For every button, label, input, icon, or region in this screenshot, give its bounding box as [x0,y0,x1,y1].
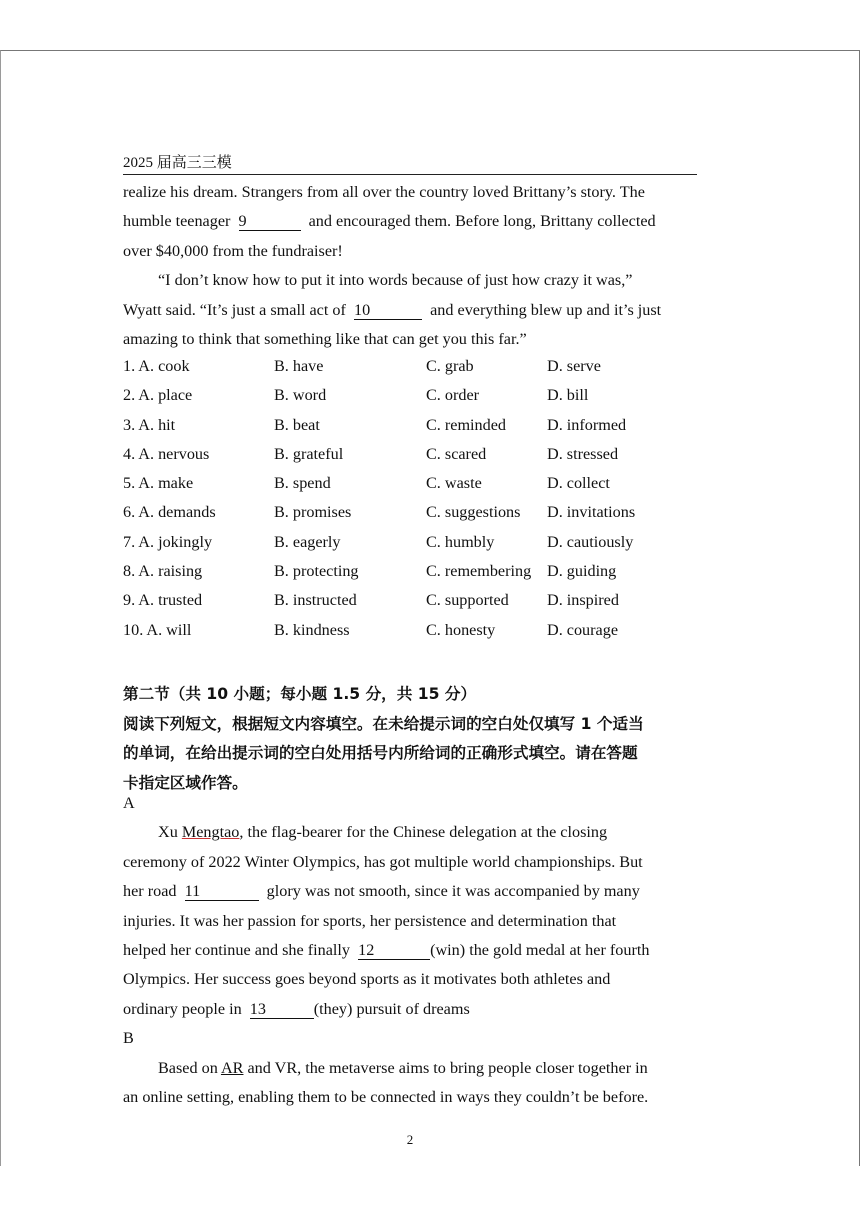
passage-line: an online setting, enabling them to be connected in ways they couldn’t be before. [123,1088,649,1107]
page-header [123,152,697,175]
option-row: 9. A. trusted B. instructed C. supported D. inspired [123,591,619,610]
passage-line: humble teenager 9 and encouraged them. Before long, Brittany collected [123,212,656,231]
blank-12[interactable]: 12 [358,942,430,960]
passage-label: A [123,794,135,812]
option-row: 8. A. raising B. protecting C. remembering D. guiding [123,562,617,581]
instruction-line: 卡指定区域作答。 [123,773,248,792]
instruction-line: 的单词，在给出提示词的空白处用括号内所给词的正确形式填空。请在答题 [123,744,638,762]
passage-line: ordinary people in 13 (they) pursuit of dreams [123,999,470,1018]
option-row: 6. A. demands B. promises C. suggestions D. invitations [123,503,636,522]
passage-ending [123,178,699,354]
section-title: 第二节（共 10 小题；每小题 1.5 分，共 15 分） [123,685,477,703]
section-two-instructions [123,680,703,798]
passage-line: amazing to think that something like that can get you this far.” [123,330,527,349]
name-mengtao: Mengtao [181,823,240,842]
passage-line: Xu Mengtao, the flag-bearer for the Chinese delegation at the closing [158,823,608,842]
option-row: 5. A. make B. spend C. waste D. collect [123,474,610,493]
header-title: 2025 届高三三模 [123,155,232,171]
instruction-line: 阅读下列短文，根据短文内容填空。在未给提示词的空白处仅填写 1 个适当 [123,714,644,733]
term-ar: AR [220,1058,244,1077]
page-number: 2 [406,1132,414,1147]
passage-line: her road 11 glory was not smooth, since it was accompanied by many [123,882,640,901]
passage-line: over $40,000 from the fundraiser! [123,241,343,260]
blank-9[interactable]: 9 [239,213,301,231]
option-row: 7. A. jokingly B. eagerly C. humbly D. cautiously [123,532,634,551]
options-table [123,352,703,645]
option-row: 4. A. nervous B. grateful C. scared D. stressed [123,444,619,463]
passage-line: “I don’t know how to put it into words because of just how crazy it was,” [158,271,633,290]
passage-line: ceremony of 2022 Winter Olympics, has got multiple world championships. But [123,852,643,871]
passage-line: injuries. It was her passion for sports, her persistence and determination that [123,911,617,930]
blank-11[interactable]: 11 [185,883,259,901]
passage-line: Olympics. Her success goes beyond sports as it motivates both athletes and [123,970,611,989]
blank-10[interactable]: 10 [354,302,422,320]
passage-line: realize his dream. Strangers from all over the country loved Brittany’s story. The [123,183,645,201]
passage-a [123,789,699,1112]
passage-line: helped her continue and she finally 12 (win) the gold medal at her fourth [123,941,650,960]
blank-13[interactable]: 13 [250,1001,314,1019]
option-row: 2. A. place B. word C. order D. bill [123,386,589,405]
passage-line: Based on AR and VR, the metaverse aims to bring people closer together in [158,1058,648,1077]
passage-line: Wyatt said. “It’s just a small act of 10 and everything blew up and it’s just [123,300,662,319]
option-row: 3. A. hit B. beat C. reminded D. informed [123,415,627,434]
option-row: 10. A. will B. kindness C. honesty D. courage [123,620,619,639]
option-row: 1. A. cook B. have C. grab D. serve [123,357,601,375]
passage-label: B [123,1029,134,1048]
